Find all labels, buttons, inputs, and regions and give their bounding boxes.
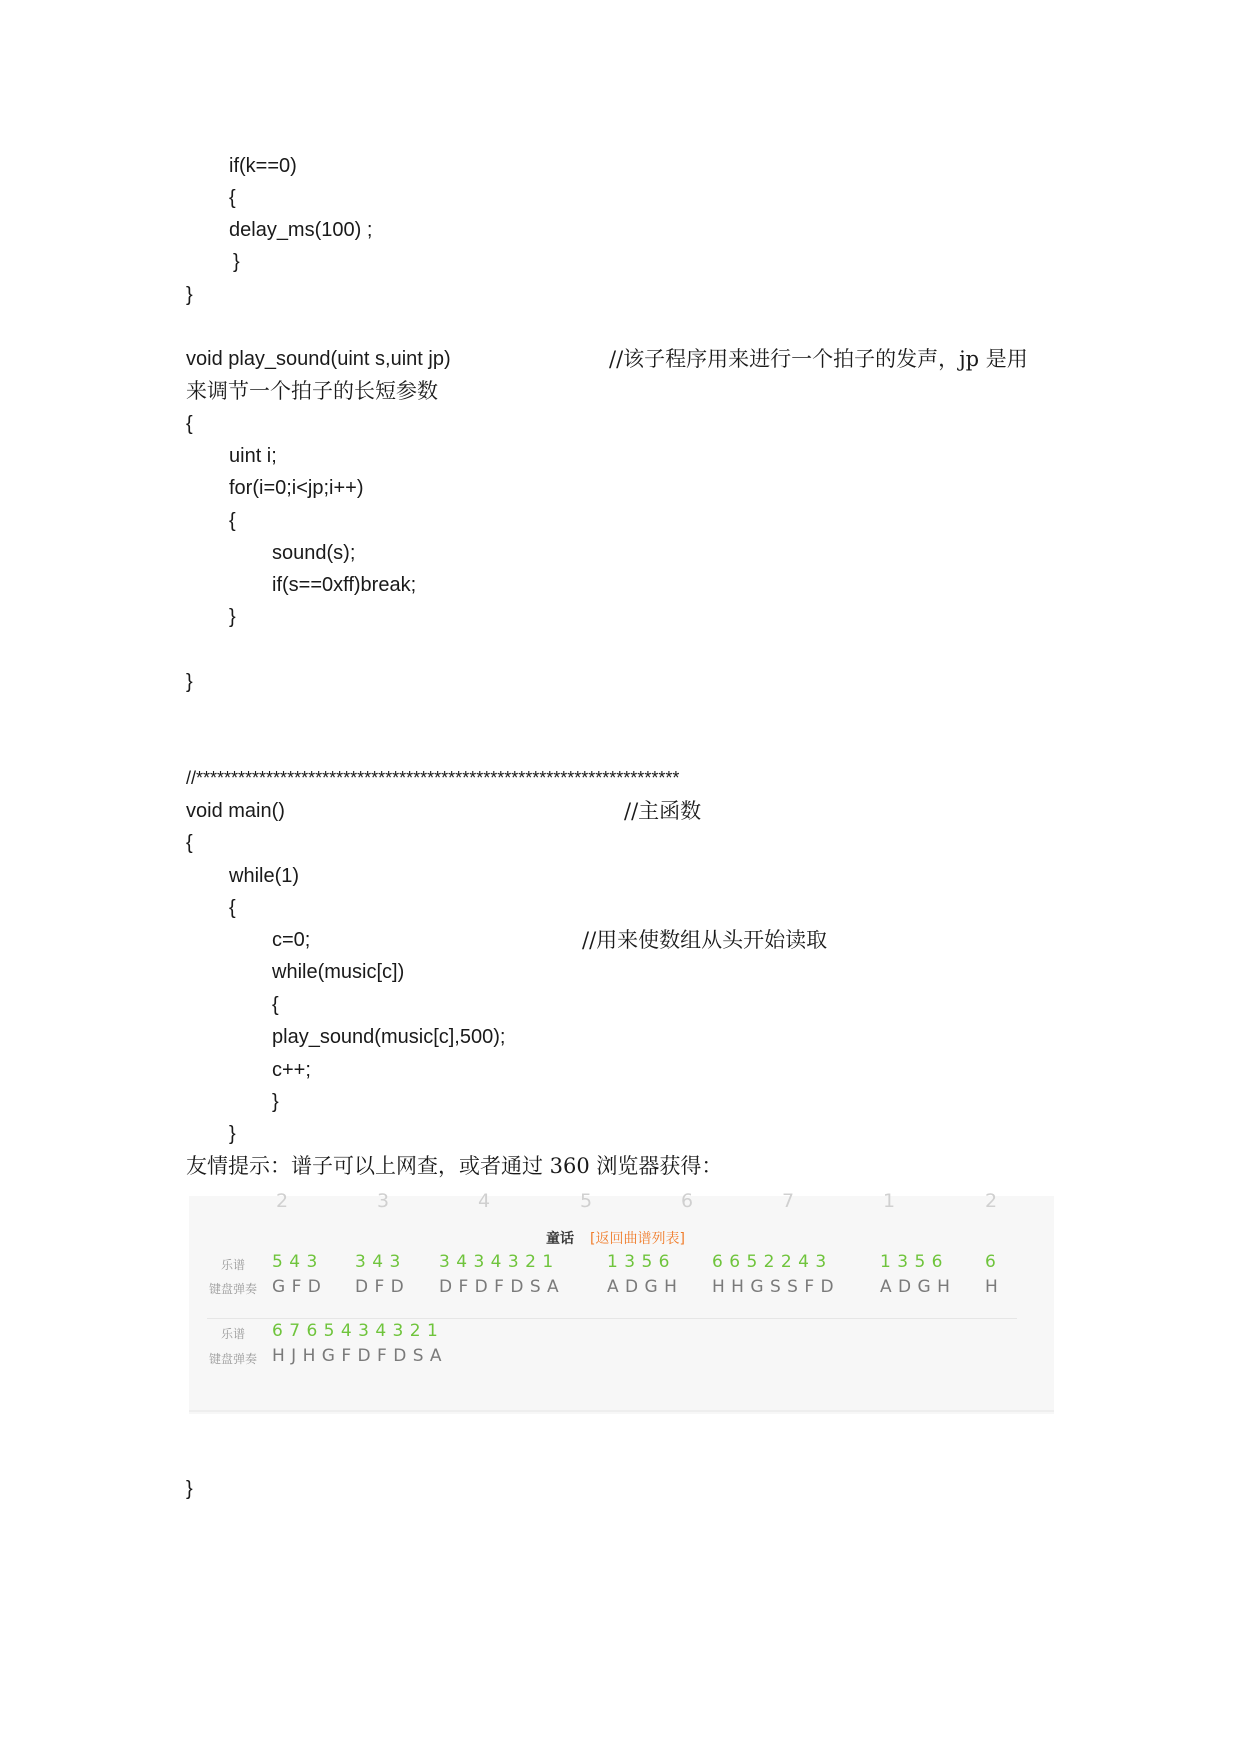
ruler-number: 6 — [681, 1190, 694, 1212]
code-line: } — [229, 606, 236, 628]
score-group: 6 — [985, 1252, 997, 1272]
code-line: while(1) — [229, 865, 300, 887]
score-group: 5 4 3 — [272, 1252, 318, 1272]
code-line: while(music[c]) — [272, 961, 405, 983]
keys-group: G F D — [272, 1277, 322, 1297]
back-to-list-link[interactable]: [返回曲谱列表] — [590, 1231, 685, 1247]
tip-text: 友情提示：谱子可以上网查，或者通过 360 浏览器获得： — [186, 1154, 723, 1178]
code-line: { — [229, 510, 236, 532]
code-line: } — [186, 284, 193, 306]
code-line: } — [229, 1123, 236, 1145]
code-line: uint i; — [229, 445, 277, 467]
code-line: { — [186, 832, 193, 854]
code-line: c++; — [272, 1059, 311, 1081]
keys-label: 键盘弹奏 — [209, 1352, 258, 1366]
code-separator: //********************************************************************* — [186, 768, 680, 788]
ruler-number: 3 — [377, 1190, 390, 1212]
ruler-number: 7 — [782, 1190, 795, 1212]
ruler-number: 2 — [276, 1190, 289, 1212]
code-line: void play_sound(uint s,uint jp) — [186, 348, 451, 370]
ruler-number: 4 — [478, 1190, 491, 1212]
code-line: void main() — [186, 800, 285, 822]
keys-group: D F D F D S A — [439, 1277, 560, 1297]
code-line: } — [233, 251, 240, 273]
code-line: delay_ms(100) ; — [229, 219, 373, 241]
keys-group: D F D — [355, 1277, 405, 1297]
keys-group: A D G H — [880, 1277, 951, 1297]
code-line: { — [229, 897, 236, 919]
code-comment: //主函数 — [624, 799, 702, 823]
code-line: sound(s); — [272, 542, 356, 564]
score-group: 1 3 5 6 — [880, 1252, 943, 1272]
keys-group: A D G H — [607, 1277, 678, 1297]
score-group: 3 4 3 — [355, 1252, 401, 1272]
code-line: play_sound(music[c],500); — [272, 1026, 506, 1048]
ruler-number: 1 — [883, 1190, 896, 1212]
score-group: 6 7 6 5 4 3 4 3 2 1 — [272, 1321, 439, 1341]
keys-label: 键盘弹奏 — [209, 1282, 258, 1296]
score-label: 乐谱 — [221, 1258, 246, 1272]
score-group: 3 4 3 4 3 2 1 — [439, 1252, 554, 1272]
code-line: { — [229, 187, 236, 209]
keyboard-ruler — [189, 1190, 1054, 1214]
keys-group: H — [985, 1277, 999, 1297]
code-line: c=0; — [272, 929, 311, 951]
code-line: if(s==0xff)break; — [272, 574, 417, 596]
code-line: { — [186, 413, 193, 435]
code-line: } — [186, 671, 193, 693]
score-group: 6 6 5 2 2 4 3 — [712, 1252, 827, 1272]
song-title: 童话 — [546, 1231, 574, 1247]
row-divider — [207, 1318, 1017, 1319]
code-line: } — [272, 1091, 279, 1113]
code-comment: //该子程序用来进行一个拍子的发声，jp 是用 — [609, 347, 1028, 371]
keys-group: H J H G F D F D S A — [272, 1346, 443, 1366]
code-comment: //用来使数组从头开始读取 — [582, 928, 828, 952]
code-line: { — [272, 994, 279, 1016]
code-line: for(i=0;i<jp;i++) — [229, 477, 364, 499]
code-line: if(k==0) — [229, 155, 297, 177]
ruler-number: 2 — [985, 1190, 998, 1212]
panel-border — [189, 1410, 1054, 1412]
keys-group: H H G S S F D — [712, 1277, 835, 1297]
score-label: 乐谱 — [221, 1327, 246, 1341]
ruler-number: 5 — [580, 1190, 593, 1212]
code-comment: 来调节一个拍子的长短参数 — [186, 379, 438, 403]
score-group: 1 3 5 6 — [607, 1252, 670, 1272]
code-line: } — [186, 1478, 193, 1500]
